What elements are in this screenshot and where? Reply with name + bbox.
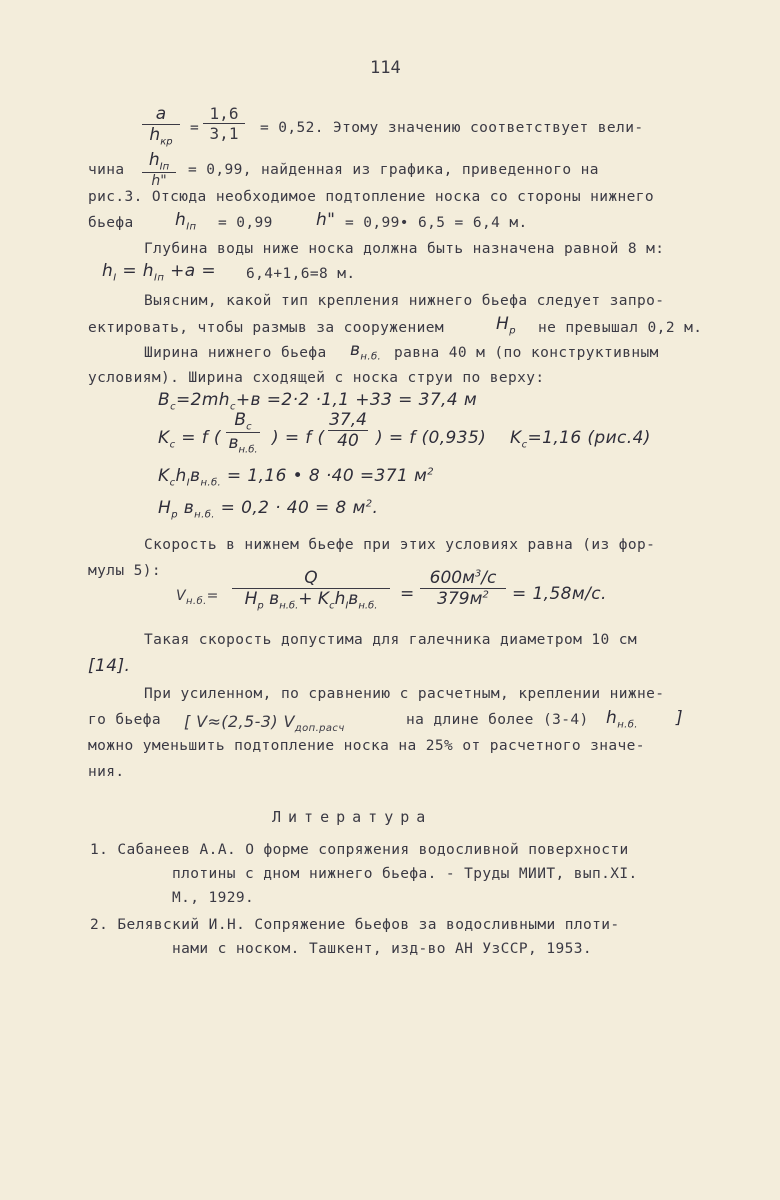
text-line: чина (88, 162, 125, 178)
text-line: можно уменьшить подтопление носка на 25% от расчетного значе- (88, 738, 645, 754)
frac-num: 1,6 (209, 104, 239, 123)
fraction-600-over-379: $600м^3/c$ $379м^2$ (420, 568, 506, 609)
text-line: бьефа (88, 215, 134, 231)
frac-den: $h_{кр}$ (149, 125, 173, 148)
frac-den: 3,1 (209, 124, 239, 143)
page-number: 114 (370, 58, 401, 78)
fraction-a-over-hkr (142, 104, 180, 147)
reference-1: 1. Сабанеев А.А. О форме сопряжения водосливной поверхности (90, 842, 629, 858)
equation-hp-bnb: $H_р$ $в_{н.б.} = 0,2 \cdot 40 = 8$ $м^2$. (158, 498, 379, 521)
text-line: = 0,52. Этому значению соответствует вели- (260, 120, 644, 136)
text-line: Скорость в нижнем бьефе при этих условиях равна (из фор- (144, 537, 656, 553)
text-line: = 0,99, найденная из графика, приведенного на (188, 162, 599, 178)
text-line: Глубина воды ниже носка должна быть назначена равной 8 м: (144, 241, 665, 257)
text-line: мулы 5): (88, 563, 162, 579)
text-line: При усиленном, по сравнению с расчетным, креплении нижне- (144, 686, 665, 702)
equation-kc-hI: $K_ch_Iв_{н.б.} = 1,16$ • 8 ·40 =371 $м^2$ (158, 466, 435, 489)
text-line: Выясним, какой тип крепления нижнего бьефа следует запро- (144, 293, 665, 309)
equation-velocity: $V_{н.б.}=$ (176, 588, 219, 607)
text-line: рис.3. Отсюда необходимое подтопление носка со стороны нижнего (88, 189, 655, 205)
equation-bc: $B_c=2mh_c+в =2\cdot 2 \cdot 1,1 +33 = 37,4$ м (158, 390, 478, 413)
text-line: Такая скорость допустима для галечника диаметром 10 см (144, 632, 638, 648)
fraction-1-6-over-3-1 (203, 104, 245, 143)
equation-kc: $K_c = f$ ( (158, 428, 221, 451)
literature-heading: Литература (272, 808, 433, 826)
text-line: условиям). Ширина сходящей с носка струи по верху: (88, 370, 545, 386)
fraction-hIp-over-h2: $h_{Iп}$ h" (142, 150, 176, 189)
frac-num: a (155, 104, 167, 124)
document-page: 114 a $h_{кр}$ = 1,6 3,1 = 0,52. Этому значению соответствует вели- чина $h_{Iп}$ h" = 0,99, найденная из графика, приведенного на рис.3. Отсюда необходимое подтопление носка со стороны нижнего бьефа $h_{Iп}$ = 0,99 h" = 0,99• 6,5 = 6,4 м. Глубина воды ниже носка должна быть назначена равной 8 м: $h_I = h_{Iп} +a$ = 6,4+1,6=8 м. Выясним, какой тип крепления нижнего бьефа следует запро- ектировать, чтобы размыв за сооружением $H_р$ не превышал 0,2 м. Ширина нижнего бьефа $в_{н.б.}$ равна 40 м (по конструктивным условиям). Ширина сходящей с носка струи по верху: $B_c=2mh_c+в =2\cdot 2 \cdot 1,1 +33 = 37,4$ м $K_c = f$ ( $B_c$ $в_{н.б.}$ ) = f ( 37,4 40 ) = f (0,935) $K_c=1,16$ (рис.4) $K_ch_Iв_{н.б.} = 1,16$ • 8 ·40 =371 $м^2$ $H_р$ $в_{н.б.} = 0,2 \cdot 40 = 8$ $м^2$. Скорость в нижнем бьефе при этих условиях равна (из фор- мулы 5): $V_{н.б.}=$ Q $H_р$ $в_{н.б.}+ K_ch_Iв_{н.б.}$ = $600м^3/c$ $379м^2$ = 1,58м/с. Такая скорость допустима для галечника диаметром 10 см [14]. При усиленном, по сравнению с расчетным, креплении нижне- го бьефа [ V≈(2,5-3) $V_{доп.расч}$ на длине более (3-4) $h_{н.б.}$ ] можно уменьшить подтопление носка на 25% от расчетного значе- ния. Литература 1. Сабанеев А.А. О форме сопряжения водосливной поверхности плотины с дном нижнего бьефа. - Труды МИИТ, вып.XI. М., 1929. 2. Белявский И.Н. Сопряжение бьефов за водосливными плоти- нами с носком. Ташкент, изд-во АН УзССР, 1953. (88, 58, 703, 957)
text-line: ния. (88, 764, 125, 780)
reference-2: 2. Белявский И.Н. Сопряжение бьефов за водосливными плоти- (90, 917, 620, 933)
fraction-q-over-sum: Q $H_р$ $в_{н.б.}+ K_ch_Iв_{н.б.}$ (232, 568, 390, 611)
fraction-bc-over-bnb: $B_c$ $в_{н.б.}$ (226, 410, 260, 456)
fraction-37-4-over-40: 37,4 40 (329, 410, 367, 451)
reference-marker: [14]. (88, 656, 131, 676)
handwritten-formula: $h_I = h_{Iп} +a$ = (102, 261, 217, 284)
